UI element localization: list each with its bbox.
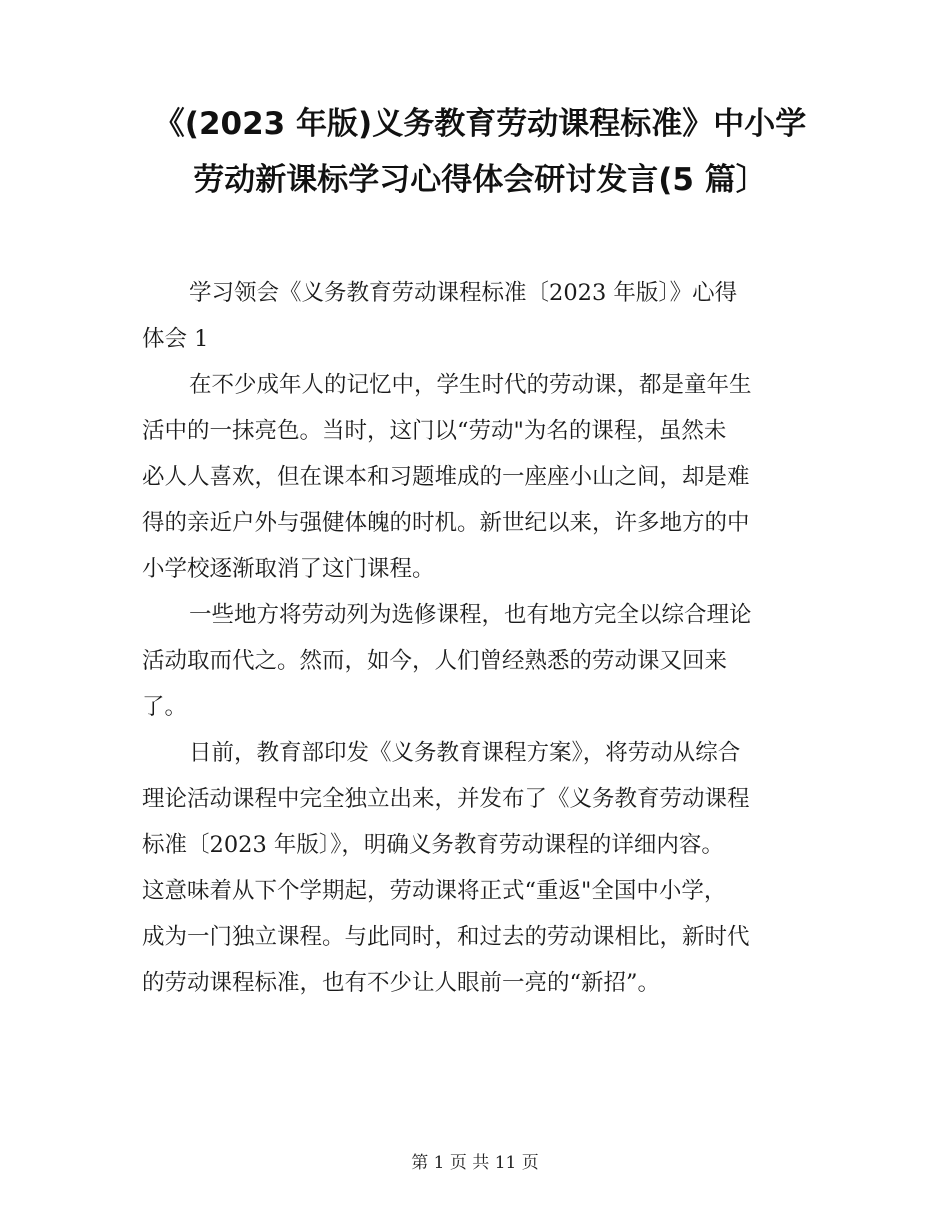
body-line: 标准〔2023 年版〕》，明确义务教育劳动课程的详细内容。 (142, 832, 724, 858)
body-line: 的劳动课程标准，也有不少让人眼前一亮的“新招”。 (142, 970, 661, 996)
body-line: 活动取而代之。然而，如今，人们曾经熟悉的劳动课又回来 (142, 648, 728, 674)
body-line: 活中的一抹亮色。当时，这门以“劳动"为名的课程，虽然未 (142, 418, 727, 444)
body-line: 日前，教育部印发《义务教育课程方案》，将劳动从综合 (189, 740, 741, 766)
page-number-footer: 第 1 页 共 11 页 (411, 1153, 539, 1173)
title-line: 劳动新课标学习心得体会研讨发言(5 篇〕 (193, 162, 767, 198)
body-line: 必人人喜欢，但在课本和习题堆成的一座座小山之间，却是难 (142, 464, 750, 490)
body-line: 学习领会《义务教育劳动课程标准〔2023 年版〕》心得 (189, 280, 738, 306)
body-line: 这意味着从下个学期起，劳动课将正式“重返"全国中小学， (142, 878, 727, 904)
body-line: 小学校逐渐取消了这门课程。 (142, 556, 435, 582)
body-line: 在不少成年人的记忆中，学生时代的劳动课，都是童年生 (189, 372, 752, 398)
document-title (140, 96, 820, 208)
body-line: 得的亲近户外与强健体魄的时机。新世纪以来，许多地方的中 (142, 510, 750, 536)
document-body (142, 270, 814, 1006)
body-line: 成为一门独立课程。与此同时，和过去的劳动课相比，新时代 (142, 924, 750, 950)
body-line: 了。 (142, 694, 188, 720)
body-line: 理论活动课程中完全独立出来，并发布了《义务教育劳动课程 (142, 786, 750, 812)
body-line: 一些地方将劳动列为选修课程，也有地方完全以综合理论 (189, 602, 752, 628)
body-line: 体会 1 (142, 326, 209, 352)
title-line: 《(2023 年版)义务教育劳动课程标准》中小学 (153, 106, 807, 142)
